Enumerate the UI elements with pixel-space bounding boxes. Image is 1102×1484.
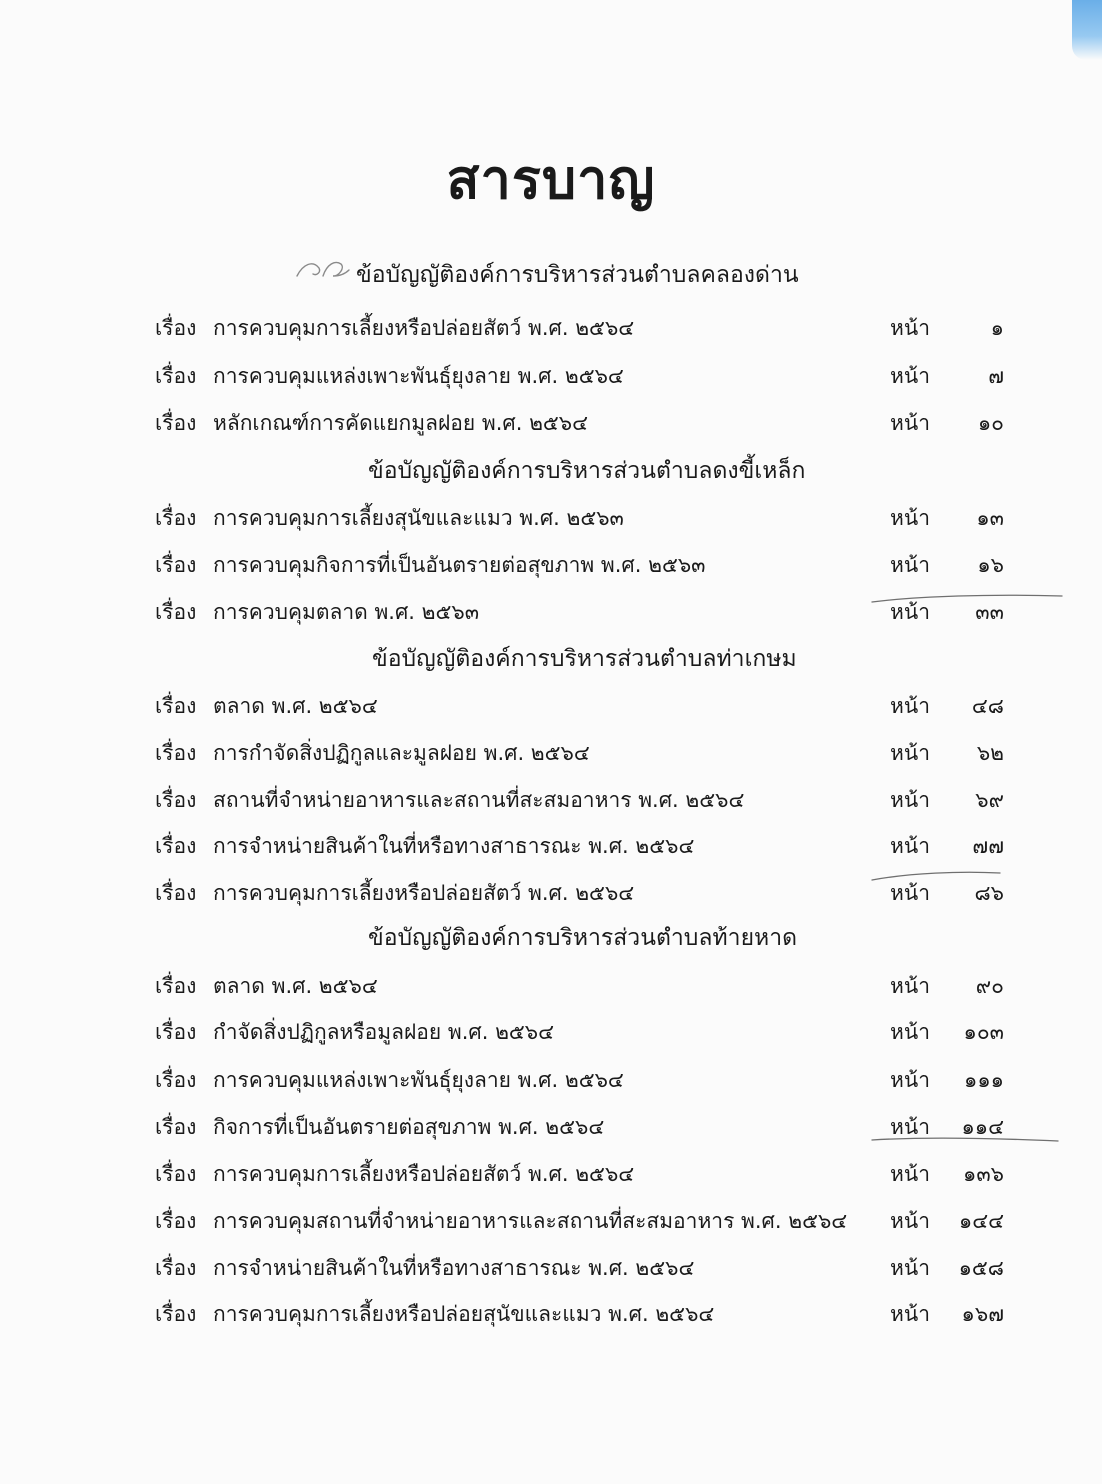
toc-entry[interactable]: [0, 735, 1102, 771]
page-label: หน้า: [890, 788, 930, 812]
page-number: ๗: [988, 364, 1004, 388]
toc-entry[interactable]: [0, 968, 1102, 1004]
entry-title: การควบคุมการเลี้ยงสุนัขและแมว พ.ศ. ๒๕๖๓: [213, 506, 624, 530]
page-number: ๑: [990, 316, 1004, 340]
page-label: หน้า: [890, 411, 930, 435]
entry-title: การควบคุมตลาด พ.ศ. ๒๕๖๓: [213, 600, 480, 624]
entry-lead: เรื่อง: [155, 553, 197, 577]
entry-lead: เรื่อง: [155, 881, 197, 905]
toc-entry[interactable]: [0, 828, 1102, 864]
corner-tab-mark: [1072, 0, 1102, 60]
entry-title: ตลาด พ.ศ. ๒๕๖๔: [213, 974, 378, 998]
page-label: หน้า: [890, 694, 930, 718]
toc-entry[interactable]: [0, 500, 1102, 536]
toc-entry[interactable]: [0, 594, 1102, 630]
page-number: ๗๗: [972, 834, 1004, 858]
entry-title: กำจัดสิ่งปฏิกูลหรือมูลฝอย พ.ศ. ๒๕๖๔: [213, 1020, 555, 1044]
entry-lead: เรื่อง: [155, 506, 197, 530]
section-heading: ข้อบัญญัติองค์การบริหารส่วนตำบลคลองด่าน: [356, 262, 799, 288]
page-title: สารบาญ: [446, 148, 656, 211]
entry-title: การจำหน่ายสินค้าในที่หรือทางสาธารณะ พ.ศ. ๒๕๖๔: [213, 1256, 695, 1280]
page-label: หน้า: [890, 1068, 930, 1092]
toc-entry[interactable]: [0, 1109, 1102, 1145]
pencil-scribble: [293, 246, 353, 286]
toc-entry[interactable]: [0, 1250, 1102, 1286]
page-label: หน้า: [890, 1115, 930, 1139]
page-label: หน้า: [890, 1209, 930, 1233]
entry-title: ตลาด พ.ศ. ๒๕๖๔: [213, 694, 378, 718]
page-number: ๓๓: [975, 600, 1004, 624]
entry-title: การควบคุมกิจการที่เป็นอันตรายต่อสุขภาพ พ.ศ. ๒๕๖๓: [213, 553, 706, 577]
page-label: หน้า: [890, 1162, 930, 1186]
page-number: ๘๖: [974, 881, 1004, 905]
entry-title: การควบคุมการเลี้ยงหรือปล่อยสัตว์ พ.ศ. ๒๕๖๔: [213, 881, 635, 905]
toc-entry[interactable]: [0, 547, 1102, 583]
entry-title: การควบคุมแหล่งเพาะพันธุ์ยุงลาย พ.ศ. ๒๕๖๔: [213, 364, 624, 388]
page-label: หน้า: [890, 506, 930, 530]
entry-title: การควบคุมแหล่งเพาะพันธุ์ยุงลาย พ.ศ. ๒๕๖๔: [213, 1068, 624, 1092]
page-number: ๑๓: [976, 506, 1004, 530]
page-number: ๑๓๖: [962, 1162, 1004, 1186]
entry-lead: เรื่อง: [155, 788, 197, 812]
entry-lead: เรื่อง: [155, 974, 197, 998]
toc-entry[interactable]: [0, 358, 1102, 394]
toc-entry[interactable]: [0, 688, 1102, 724]
section-heading: ข้อบัญญัติองค์การบริหารส่วนตำบลท่าเกษม: [372, 646, 797, 672]
section-heading: ข้อบัญญัติองค์การบริหารส่วนตำบลท้ายหาด: [368, 925, 798, 951]
entry-lead: เรื่อง: [155, 1302, 197, 1326]
page-number: ๑๐๓: [963, 1020, 1004, 1044]
page-label: หน้า: [890, 553, 930, 577]
entry-lead: เรื่อง: [155, 1020, 197, 1044]
entry-title: การควบคุมสถานที่จำหน่ายอาหารและสถานที่สะสมอาหาร พ.ศ. ๒๕๖๔: [213, 1209, 848, 1233]
page-label: หน้า: [890, 974, 930, 998]
page-label: หน้า: [890, 1302, 930, 1326]
entry-lead: เรื่อง: [155, 1162, 197, 1186]
entry-title: กิจการที่เป็นอันตรายต่อสุขภาพ พ.ศ. ๒๕๖๔: [213, 1115, 605, 1139]
entry-lead: เรื่อง: [155, 1209, 197, 1233]
page-number: ๑๑๑: [964, 1068, 1004, 1092]
entry-lead: เรื่อง: [155, 411, 197, 435]
page-number: ๖๙: [975, 788, 1004, 812]
page-number: ๙๐: [975, 974, 1004, 998]
page-number: ๑๐: [977, 411, 1004, 435]
entry-title: การจำหน่ายสินค้าในที่หรือทางสาธารณะ พ.ศ. ๒๕๖๔: [213, 834, 695, 858]
page-number: ๑๕๘: [958, 1256, 1004, 1280]
entry-title: หลักเกณฑ์การคัดแยกมูลฝอย พ.ศ. ๒๕๖๔: [213, 411, 589, 435]
page-number: ๑๑๔: [961, 1115, 1004, 1139]
entry-lead: เรื่อง: [155, 316, 197, 340]
page-number: ๔๘: [971, 694, 1004, 718]
entry-lead: เรื่อง: [155, 364, 197, 388]
entry-lead: เรื่อง: [155, 1256, 197, 1280]
toc-entry[interactable]: [0, 1296, 1102, 1332]
toc-entry[interactable]: [0, 310, 1102, 346]
entry-title: การควบคุมการเลี้ยงหรือปล่อยสุนัขและแมว พ.ศ. ๒๕๖๔: [213, 1302, 715, 1326]
toc-entry[interactable]: [0, 1062, 1102, 1098]
page-number: ๖๒: [976, 741, 1004, 765]
page-number: ๑๔๔: [958, 1209, 1004, 1233]
toc-entry[interactable]: [0, 1014, 1102, 1050]
toc-entry[interactable]: [0, 782, 1102, 818]
entry-title: การควบคุมการเลี้ยงหรือปล่อยสัตว์ พ.ศ. ๒๕๖๔: [213, 1162, 635, 1186]
page-label: หน้า: [890, 600, 930, 624]
page-label: หน้า: [890, 741, 930, 765]
entry-lead: เรื่อง: [155, 834, 197, 858]
toc-entry[interactable]: [0, 875, 1102, 911]
toc-entry[interactable]: [0, 1203, 1102, 1239]
entry-lead: เรื่อง: [155, 741, 197, 765]
page-label: หน้า: [890, 1256, 930, 1280]
page-label: หน้า: [890, 316, 930, 340]
page-label: หน้า: [890, 834, 930, 858]
entry-lead: เรื่อง: [155, 600, 197, 624]
toc-entry[interactable]: [0, 405, 1102, 441]
entry-title: การควบคุมการเลี้ยงหรือปล่อยสัตว์ พ.ศ. ๒๕๖๔: [213, 316, 635, 340]
page-number: ๑๖: [977, 553, 1004, 577]
section-heading: ข้อบัญญัติองค์การบริหารส่วนตำบลดงขี้เหล็ก: [368, 458, 806, 484]
page-label: หน้า: [890, 364, 930, 388]
toc-entry[interactable]: [0, 1156, 1102, 1192]
entry-title: สถานที่จำหน่ายอาหารและสถานที่สะสมอาหาร พ.ศ. ๒๕๖๔: [213, 788, 745, 812]
entry-lead: เรื่อง: [155, 1115, 197, 1139]
page-label: หน้า: [890, 881, 930, 905]
page-label: หน้า: [890, 1020, 930, 1044]
page-number: ๑๖๗: [961, 1302, 1004, 1326]
entry-lead: เรื่อง: [155, 694, 197, 718]
entry-title: การกำจัดสิ่งปฏิกูลและมูลฝอย พ.ศ. ๒๕๖๔: [213, 741, 590, 765]
entry-lead: เรื่อง: [155, 1068, 197, 1092]
